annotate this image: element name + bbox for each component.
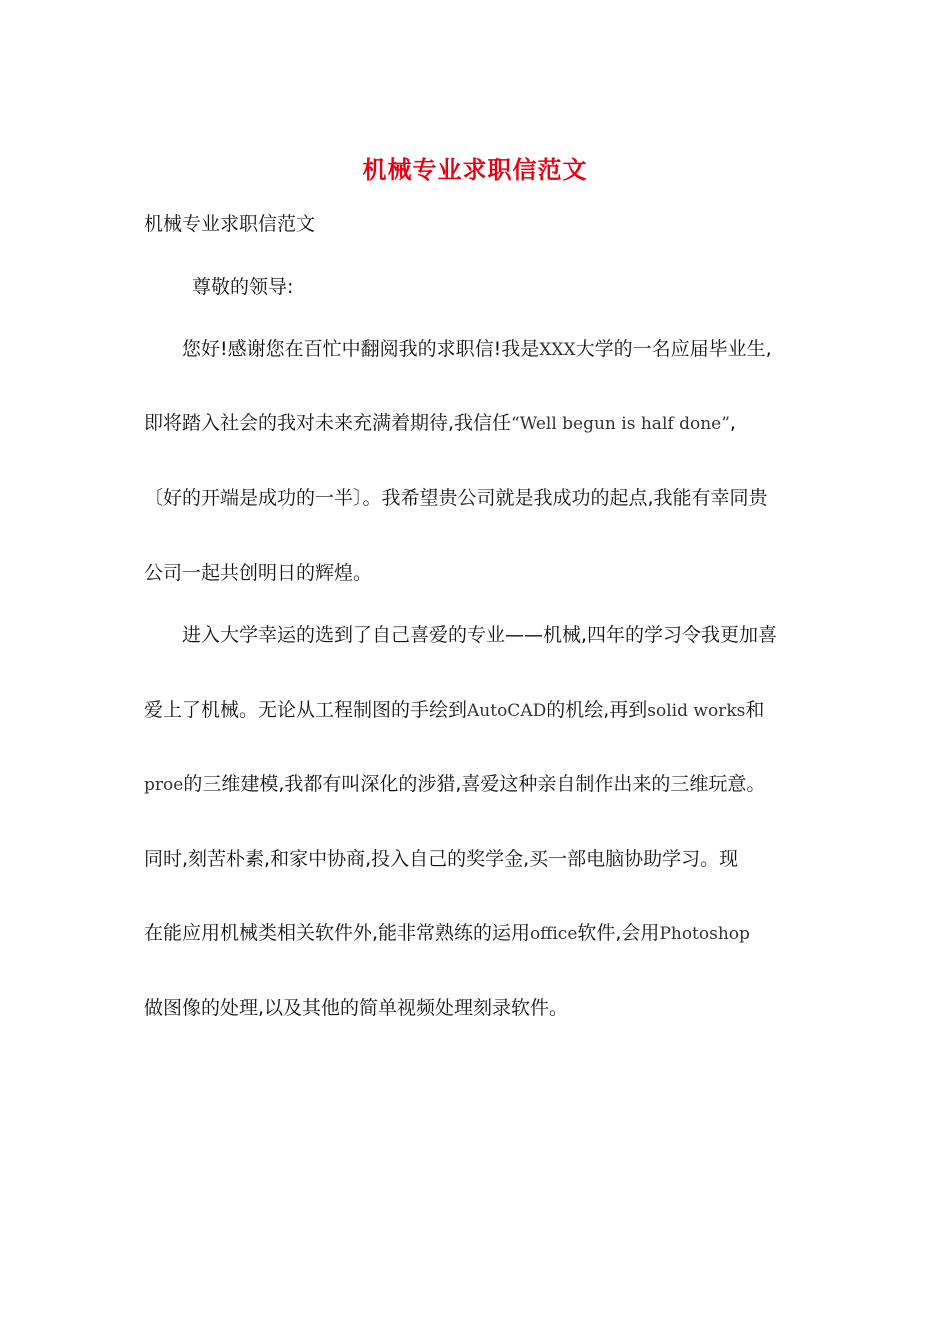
text-segment: XXX [539, 340, 576, 360]
text-segment: AutoCAD [467, 701, 547, 721]
text-segment: Photoshop [659, 924, 750, 944]
paragraph-2-line-1: 进入大学幸运的选到了自己喜爱的专业——机械,四年的学习令我更加喜 [182, 624, 778, 646]
text-segment: 您好!感谢您在百忙中翻阅我的求职信!我是 [182, 338, 540, 360]
text-segment: proe [144, 775, 184, 795]
paragraph-2-line-5 [144, 921, 814, 946]
paragraph-2-line-4: 同时,刻苦朴素,和家中协商,投入自己的奖学金,买一部电脑协助学习。现 [144, 848, 739, 870]
text-segment: 软件,会用 [577, 922, 660, 944]
document-title: 机械专业求职信范文 [362, 155, 588, 184]
text-segment: 的机绘,再到 [546, 699, 648, 721]
text-segment: 爱上了机械。无论从工程制图的手绘到 [144, 699, 468, 721]
text-segment: “Well begun is half done” [511, 414, 730, 434]
paragraph-1-line-3: 〔好的开端是成功的一半〕。我希望贵公司就是我成功的起点,我能有幸同贵 [144, 487, 768, 509]
text-segment: 的三维建模,我都有叫深化的涉猎,喜爱这种亲自制作出来的三维玩意。 [183, 773, 766, 795]
paragraph-1-line-1 [182, 337, 852, 362]
paragraph-1-line-4: 公司一起共创明日的辉煌。 [144, 562, 373, 584]
text-segment: 和 [745, 699, 765, 721]
text-segment: 在能应用机械类相关软件外,能非常熟练的运用 [144, 922, 531, 944]
paragraph-2-line-2 [144, 698, 814, 723]
text-segment: 大学的一名应届毕业生, [575, 338, 772, 360]
text-segment: 即将踏入社会的我对未来充满着期待,我信任 [144, 412, 512, 434]
text-segment: office [530, 924, 578, 944]
text-segment: solid works [647, 701, 746, 721]
paragraph-2-line-6: 做图像的处理,以及其他的简单视频处理刻录软件。 [144, 997, 569, 1019]
subtitle: 机械专业求职信范文 [144, 213, 316, 235]
paragraph-2-line-3 [144, 772, 814, 797]
text-segment: , [729, 412, 736, 434]
salutation: 尊敬的领导: [192, 276, 294, 298]
paragraph-1-line-2 [144, 411, 814, 436]
